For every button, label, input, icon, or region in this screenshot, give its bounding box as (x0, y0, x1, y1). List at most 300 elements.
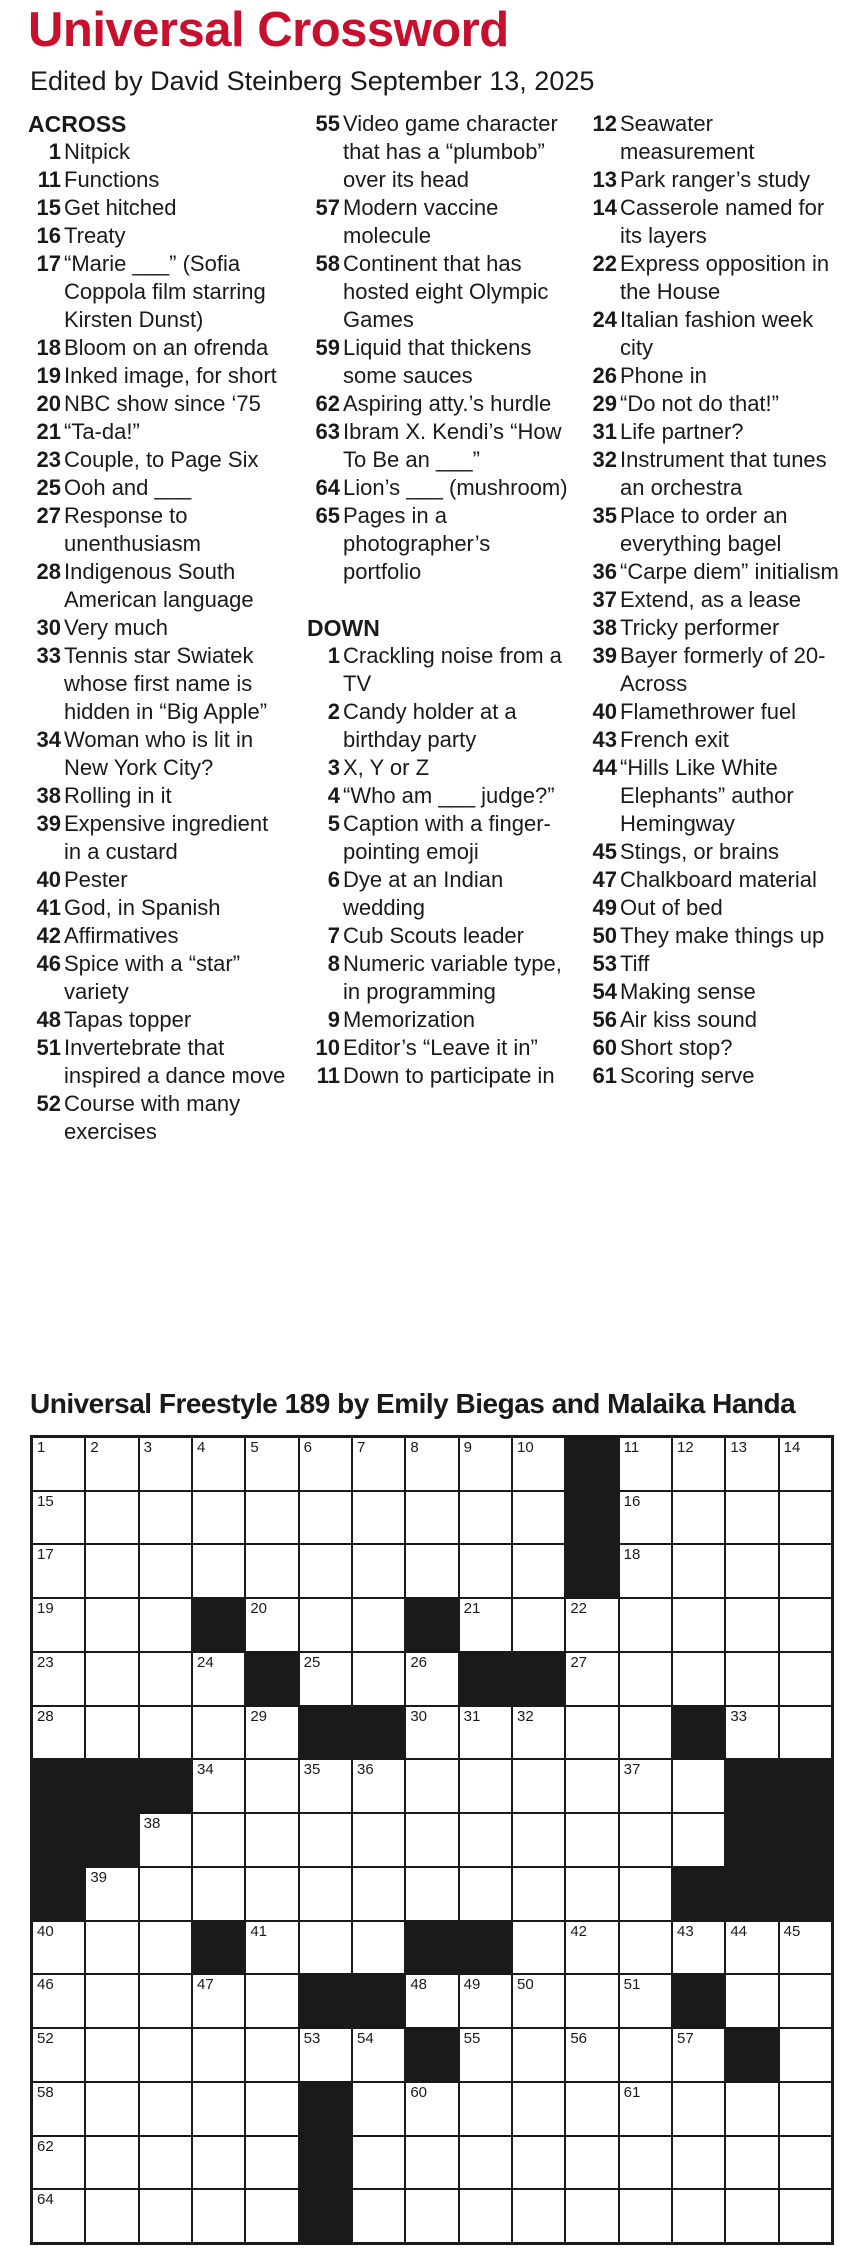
clue-text: Tapas topper (64, 1007, 192, 1032)
clue-item[interactable] (28, 138, 290, 166)
cell-number: 55 (463, 2030, 481, 2048)
clue-item[interactable] (584, 978, 846, 1006)
grid-cell[interactable] (620, 1975, 671, 2027)
grid-cell[interactable] (780, 2137, 831, 2189)
grid-cell[interactable] (300, 2029, 351, 2081)
black-square (726, 1814, 777, 1866)
clue-item[interactable] (584, 754, 846, 838)
grid-cell[interactable] (193, 1760, 244, 1812)
clue-item[interactable] (307, 334, 569, 390)
clue-item[interactable] (28, 1090, 290, 1146)
clue-item[interactable] (28, 250, 290, 334)
grid-cell[interactable] (246, 2029, 297, 2081)
clue-item[interactable] (307, 698, 569, 754)
grid-cell[interactable] (353, 1760, 404, 1812)
clue-item[interactable] (28, 726, 290, 782)
clue-item[interactable] (28, 502, 290, 558)
black-square (726, 2029, 777, 2081)
grid-cell[interactable] (513, 1438, 564, 1490)
grid-cell[interactable] (300, 1599, 351, 1651)
grid-cell[interactable] (86, 1438, 137, 1490)
grid-cell[interactable] (460, 1492, 511, 1544)
clue-number: 65 (315, 503, 340, 528)
grid-cell[interactable] (406, 2190, 457, 2242)
clue-item[interactable] (28, 614, 290, 642)
grid-cell[interactable] (33, 1922, 84, 1974)
clue-item[interactable] (584, 502, 846, 558)
grid-cell[interactable] (353, 1868, 404, 1920)
clue-number: 11 (37, 167, 61, 192)
clue-item[interactable] (28, 894, 290, 922)
grid-cell[interactable] (193, 1814, 244, 1866)
grid-cell[interactable] (406, 2137, 457, 2189)
grid-cell[interactable] (620, 1868, 671, 1920)
grid-cell[interactable] (620, 2029, 671, 2081)
grid-cell[interactable] (140, 1975, 191, 2027)
grid-cell[interactable] (353, 1545, 404, 1597)
clue-number: 9 (327, 1007, 340, 1032)
grid-cell[interactable] (460, 1975, 511, 2027)
grid-cell[interactable] (246, 1599, 297, 1651)
grid-cell[interactable] (33, 2137, 84, 2189)
clue-text: Course with many exercises (64, 1091, 241, 1144)
cell-number: 49 (463, 1976, 481, 1994)
clue-item[interactable] (307, 642, 569, 698)
cell-number: 42 (570, 1922, 588, 1940)
down-heading: DOWN (307, 615, 380, 641)
grid-cell[interactable] (673, 2029, 724, 2081)
grid-cell[interactable] (86, 2083, 137, 2135)
grid-cell[interactable] (246, 1707, 297, 1759)
grid-cell[interactable] (246, 1922, 297, 1974)
grid-cell[interactable] (33, 1545, 84, 1597)
grid-cell[interactable] (86, 2190, 137, 2242)
grid-cell[interactable] (33, 2083, 84, 2135)
grid-cell[interactable] (140, 2029, 191, 2081)
grid-cell[interactable] (193, 1545, 244, 1597)
clue-item[interactable] (307, 810, 569, 866)
grid-cell[interactable] (673, 2190, 724, 2242)
clue-item[interactable] (28, 390, 290, 418)
grid-cell[interactable] (193, 1438, 244, 1490)
grid-cell[interactable] (513, 1814, 564, 1866)
clue-item[interactable] (307, 418, 569, 474)
grid-cell[interactable] (406, 1975, 457, 2027)
grid-cell[interactable] (86, 1975, 137, 2027)
grid-cell[interactable] (513, 1599, 564, 1651)
grid-cell[interactable] (193, 1868, 244, 1920)
grid-cell[interactable] (246, 1492, 297, 1544)
grid-cell[interactable] (86, 1492, 137, 1544)
clue-item[interactable] (307, 194, 569, 250)
grid-cell[interactable] (620, 1653, 671, 1705)
grid-cell[interactable] (620, 2083, 671, 2135)
grid-cell[interactable] (513, 1922, 564, 1974)
crossword-grid[interactable] (30, 1435, 834, 2245)
grid-cell[interactable] (780, 1707, 831, 1759)
clue-item[interactable] (584, 250, 846, 306)
grid-cell[interactable] (86, 1599, 137, 1651)
grid-cell[interactable] (353, 1653, 404, 1705)
grid-cell[interactable] (780, 2083, 831, 2135)
clue-number: 40 (36, 867, 61, 892)
clue-item[interactable] (584, 418, 846, 446)
clue-item[interactable] (307, 1062, 569, 1090)
clue-item[interactable] (307, 866, 569, 922)
grid-cell[interactable] (193, 2137, 244, 2189)
grid-cell[interactable] (726, 1492, 777, 1544)
clue-item[interactable] (307, 110, 569, 194)
clue-item[interactable] (584, 110, 846, 166)
clue-number: 8 (327, 951, 340, 976)
grid-cell[interactable] (353, 2190, 404, 2242)
clue-item[interactable] (28, 866, 290, 894)
grid-cell[interactable] (673, 1492, 724, 1544)
grid-cell[interactable] (300, 1760, 351, 1812)
clue-item[interactable] (28, 362, 290, 390)
grid-cell[interactable] (780, 1545, 831, 1597)
grid-cell[interactable] (246, 1814, 297, 1866)
grid-cell[interactable] (513, 1707, 564, 1759)
grid-cell[interactable] (620, 2190, 671, 2242)
grid-cell[interactable] (193, 1492, 244, 1544)
grid-cell[interactable] (140, 2190, 191, 2242)
grid-cell[interactable] (726, 1599, 777, 1651)
grid-cell[interactable] (513, 1492, 564, 1544)
clue-item[interactable] (307, 502, 569, 586)
grid-cell[interactable] (566, 2029, 617, 2081)
grid-cell[interactable] (353, 2029, 404, 2081)
grid-cell[interactable] (300, 1492, 351, 1544)
grid-cell[interactable] (86, 1707, 137, 1759)
clue-text: Video game character that has a “plumbob” over its head (343, 111, 558, 192)
clue-item[interactable] (28, 222, 290, 250)
clue-item[interactable] (28, 446, 290, 474)
grid-cell[interactable] (300, 1545, 351, 1597)
grid-cell[interactable] (140, 1492, 191, 1544)
grid-cell[interactable] (86, 1545, 137, 1597)
grid-cell[interactable] (406, 1814, 457, 1866)
clue-item[interactable] (584, 558, 846, 586)
grid-cell[interactable] (673, 1545, 724, 1597)
grid-cell[interactable] (300, 1438, 351, 1490)
grid-cell[interactable] (673, 2137, 724, 2189)
clue-item[interactable] (584, 194, 846, 250)
grid-cell[interactable] (620, 1492, 671, 1544)
grid-cell[interactable] (353, 1492, 404, 1544)
grid-cell[interactable] (620, 1814, 671, 1866)
grid-cell[interactable] (246, 1868, 297, 1920)
clue-item[interactable] (307, 782, 569, 810)
grid-cell[interactable] (726, 1545, 777, 1597)
clue-item[interactable] (307, 474, 569, 502)
grid-cell[interactable] (780, 2190, 831, 2242)
clue-item[interactable] (584, 698, 846, 726)
grid-cell[interactable] (140, 1814, 191, 1866)
grid-cell[interactable] (620, 1545, 671, 1597)
grid-cell[interactable] (726, 1922, 777, 1974)
grid-cell[interactable] (406, 1760, 457, 1812)
grid-cell[interactable] (140, 1438, 191, 1490)
grid-cell[interactable] (566, 1814, 617, 1866)
grid-cell[interactable] (140, 1545, 191, 1597)
clue-item[interactable] (28, 166, 290, 194)
clue-item[interactable] (584, 922, 846, 950)
clue-item[interactable] (584, 362, 846, 390)
grid-cell[interactable] (566, 1922, 617, 1974)
black-square (86, 1760, 137, 1812)
clue-number: 49 (592, 895, 617, 920)
grid-cell[interactable] (620, 1707, 671, 1759)
grid-cell[interactable] (460, 1438, 511, 1490)
grid-cell[interactable] (620, 2137, 671, 2189)
grid-cell[interactable] (780, 1599, 831, 1651)
grid-cell[interactable] (353, 2137, 404, 2189)
clue-item[interactable] (28, 782, 290, 810)
clue-item[interactable] (307, 250, 569, 334)
grid-cell[interactable] (566, 1653, 617, 1705)
grid-cell[interactable] (86, 1922, 137, 1974)
clue-item[interactable] (28, 810, 290, 866)
grid-cell[interactable] (33, 1707, 84, 1759)
grid-cell[interactable] (513, 2029, 564, 2081)
clue-item[interactable] (584, 1034, 846, 1062)
clue-item[interactable] (584, 390, 846, 418)
clue-item[interactable] (584, 838, 846, 866)
grid-cell[interactable] (460, 2137, 511, 2189)
grid-cell[interactable] (246, 1438, 297, 1490)
grid-cell[interactable] (673, 1438, 724, 1490)
grid-cell[interactable] (460, 1814, 511, 1866)
grid-cell[interactable] (513, 2083, 564, 2135)
black-square (780, 1868, 831, 1920)
grid-cell[interactable] (673, 1653, 724, 1705)
grid-cell[interactable] (620, 1922, 671, 1974)
grid-cell[interactable] (780, 1975, 831, 2027)
grid-cell[interactable] (513, 1545, 564, 1597)
grid-cell[interactable] (193, 2029, 244, 2081)
grid-cell[interactable] (620, 1599, 671, 1651)
grid-cell[interactable] (140, 2137, 191, 2189)
grid-cell[interactable] (780, 1492, 831, 1544)
clue-number: 56 (592, 1007, 617, 1032)
grid-cell[interactable] (193, 1653, 244, 1705)
clue-text: “Do not do that!” (620, 391, 779, 416)
clue-item[interactable] (28, 558, 290, 614)
grid-cell[interactable] (86, 1653, 137, 1705)
clue-number: 48 (36, 1007, 61, 1032)
grid-cell[interactable] (620, 1438, 671, 1490)
grid-cell[interactable] (460, 1545, 511, 1597)
grid-cell[interactable] (406, 1868, 457, 1920)
cell-number: 53 (303, 2030, 321, 2048)
grid-cell[interactable] (726, 1438, 777, 1490)
cell-number: 36 (356, 1761, 374, 1779)
grid-cell[interactable] (460, 1707, 511, 1759)
grid-cell[interactable] (246, 2137, 297, 2189)
grid-cell[interactable] (726, 1707, 777, 1759)
grid-cell[interactable] (246, 1760, 297, 1812)
grid-cell[interactable] (300, 1814, 351, 1866)
grid-cell[interactable] (566, 1868, 617, 1920)
black-square (673, 1868, 724, 1920)
clue-item[interactable] (28, 642, 290, 726)
clue-text: Italian fashion week city (620, 307, 814, 360)
grid-cell[interactable] (246, 1545, 297, 1597)
grid-cell[interactable] (86, 2029, 137, 2081)
clue-column-1 (28, 110, 290, 1146)
clue-number: 31 (592, 419, 617, 444)
grid-cell[interactable] (460, 2083, 511, 2135)
clue-item[interactable] (584, 642, 846, 698)
clue-item[interactable] (307, 922, 569, 950)
grid-cell[interactable] (33, 1653, 84, 1705)
clue-item[interactable] (28, 474, 290, 502)
clue-item[interactable] (307, 1006, 569, 1034)
grid-cell[interactable] (780, 1438, 831, 1490)
grid-cell[interactable] (673, 2083, 724, 2135)
grid-cell[interactable] (460, 1599, 511, 1651)
grid-cell[interactable] (726, 1975, 777, 2027)
grid-cell[interactable] (246, 2083, 297, 2135)
grid-cell[interactable] (193, 2083, 244, 2135)
grid-cell[interactable] (353, 1438, 404, 1490)
grid-cell[interactable] (193, 2190, 244, 2242)
grid-cell[interactable] (566, 1760, 617, 1812)
clue-text: Rolling in it (64, 783, 172, 808)
clue-item[interactable] (28, 1034, 290, 1090)
clue-item[interactable] (28, 950, 290, 1006)
clue-item[interactable] (584, 1062, 846, 1090)
grid-cell[interactable] (460, 2190, 511, 2242)
grid-cell[interactable] (406, 2083, 457, 2135)
grid-cell[interactable] (193, 1707, 244, 1759)
clue-item[interactable] (28, 418, 290, 446)
grid-cell[interactable] (300, 1653, 351, 1705)
grid-cell[interactable] (566, 2190, 617, 2242)
grid-cell[interactable] (140, 1922, 191, 1974)
grid-cell[interactable] (353, 1814, 404, 1866)
clue-text: Continent that has hosted eight Olympic Games (343, 251, 549, 332)
grid-cell[interactable] (460, 1760, 511, 1812)
grid-cell[interactable] (33, 1975, 84, 2027)
clue-item[interactable] (307, 1034, 569, 1062)
grid-cell[interactable] (406, 1545, 457, 1597)
grid-cell[interactable] (513, 1868, 564, 1920)
clue-item[interactable] (584, 866, 846, 894)
cell-number: 26 (410, 1653, 428, 1671)
grid-cell[interactable] (513, 1760, 564, 1812)
grid-cell[interactable] (353, 2083, 404, 2135)
cell-number: 50 (516, 1976, 534, 1994)
grid-cell[interactable] (140, 1868, 191, 1920)
grid-cell[interactable] (86, 1868, 137, 1920)
grid-cell[interactable] (140, 2083, 191, 2135)
grid-cell[interactable] (406, 1653, 457, 1705)
grid-cell[interactable] (460, 2029, 511, 2081)
clue-item[interactable] (584, 726, 846, 754)
grid-cell[interactable] (673, 1814, 724, 1866)
grid-cell[interactable] (86, 2137, 137, 2189)
grid-cell[interactable] (566, 1599, 617, 1651)
grid-cell[interactable] (566, 2083, 617, 2135)
grid-cell[interactable] (673, 1599, 724, 1651)
grid-cell[interactable] (353, 1599, 404, 1651)
grid-cell[interactable] (566, 2137, 617, 2189)
grid-cell[interactable] (193, 1975, 244, 2027)
grid-cell[interactable] (406, 1707, 457, 1759)
clue-number: 15 (36, 195, 61, 220)
grid-cell[interactable] (513, 2190, 564, 2242)
grid-cell[interactable] (246, 2190, 297, 2242)
clue-item[interactable] (307, 754, 569, 782)
clue-item[interactable] (28, 334, 290, 362)
clue-text: Nitpick (64, 139, 131, 164)
grid-cell[interactable] (246, 1975, 297, 2027)
grid-cell[interactable] (726, 1653, 777, 1705)
grid-cell[interactable] (140, 1599, 191, 1651)
grid-cell[interactable] (726, 2083, 777, 2135)
grid-cell[interactable] (33, 2190, 84, 2242)
grid-cell[interactable] (406, 1438, 457, 1490)
grid-cell[interactable] (513, 2137, 564, 2189)
black-square (406, 1922, 457, 1974)
clue-item[interactable] (584, 166, 846, 194)
grid-cell[interactable] (673, 1760, 724, 1812)
clue-item[interactable] (584, 614, 846, 642)
black-square (406, 1599, 457, 1651)
grid-cell[interactable] (33, 2029, 84, 2081)
grid-cell[interactable] (33, 1599, 84, 1651)
grid-cell[interactable] (780, 1922, 831, 1974)
grid-cell[interactable] (300, 1922, 351, 1974)
grid-cell[interactable] (566, 1975, 617, 2027)
grid-cell[interactable] (300, 1868, 351, 1920)
clue-item[interactable] (307, 390, 569, 418)
cell-number: 47 (196, 1976, 214, 1994)
grid-cell[interactable] (33, 1492, 84, 1544)
clue-item[interactable] (307, 950, 569, 1006)
grid-cell[interactable] (620, 1760, 671, 1812)
cell-number: 1 (37, 1439, 46, 1456)
clue-number: 42 (36, 923, 61, 948)
clue-item[interactable] (584, 306, 846, 362)
clue-item[interactable] (584, 586, 846, 614)
clue-item[interactable] (28, 194, 290, 222)
grid-cell[interactable] (353, 1922, 404, 1974)
clue-text: Indigenous South American language (64, 559, 254, 612)
grid-cell[interactable] (673, 1922, 724, 1974)
grid-cell[interactable] (406, 1492, 457, 1544)
grid-cell[interactable] (460, 1868, 511, 1920)
clue-item[interactable] (584, 950, 846, 978)
clue-item[interactable] (28, 922, 290, 950)
clue-item[interactable] (584, 894, 846, 922)
grid-cell[interactable] (140, 1653, 191, 1705)
clue-text: Short stop? (620, 1035, 733, 1060)
grid-cell[interactable] (780, 1653, 831, 1705)
grid-cell[interactable] (33, 1438, 84, 1490)
grid-cell[interactable] (726, 2190, 777, 2242)
clue-item[interactable] (28, 1006, 290, 1034)
grid-cell[interactable] (140, 1707, 191, 1759)
clue-item[interactable] (584, 1006, 846, 1034)
grid-cell[interactable] (513, 1975, 564, 2027)
grid-cell[interactable] (780, 2029, 831, 2081)
grid-cell[interactable] (566, 1707, 617, 1759)
clue-item[interactable] (584, 446, 846, 502)
grid-cell[interactable] (726, 2137, 777, 2189)
